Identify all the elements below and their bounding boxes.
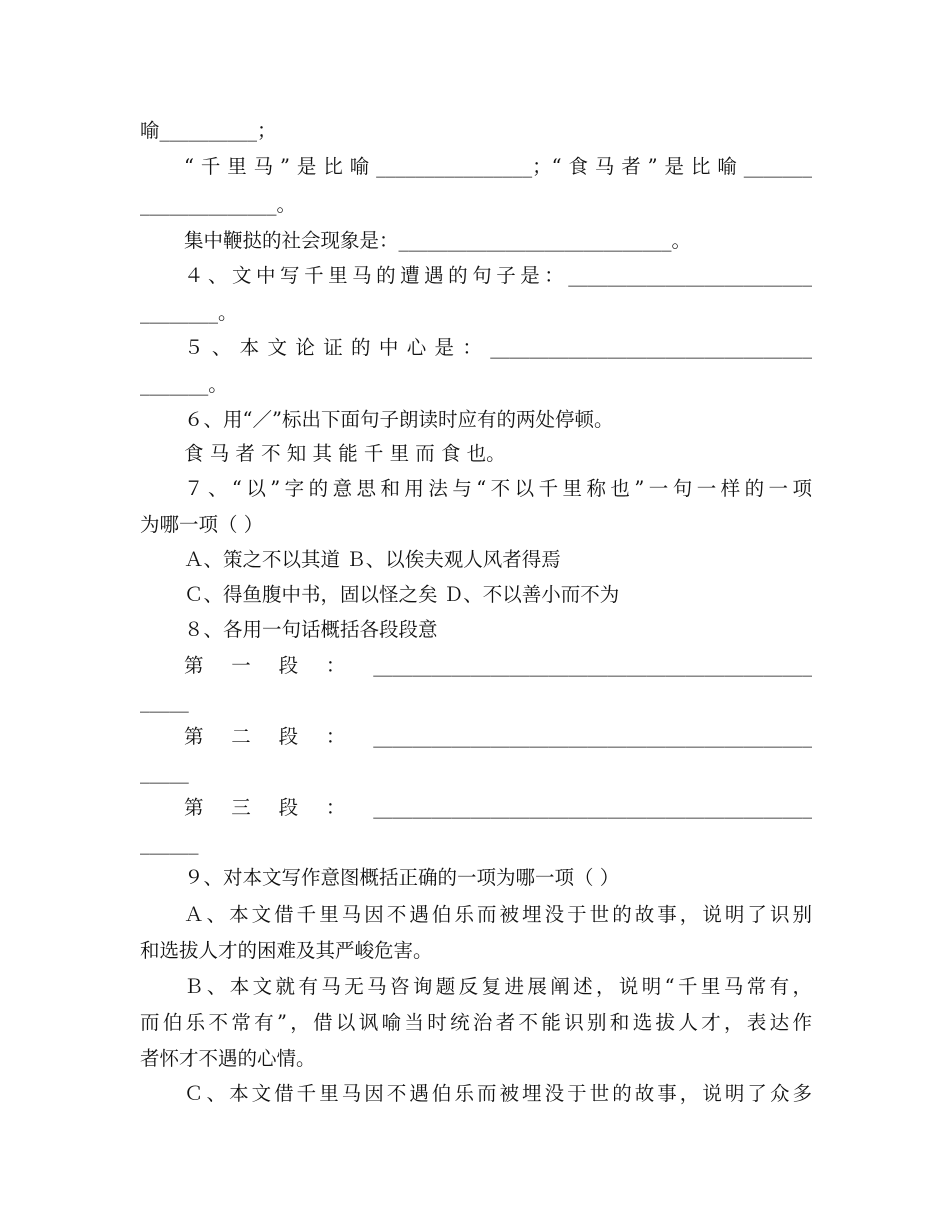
question-6: ６、用“／”标出下面句子朗读时应有的两处停顿。 xyxy=(184,408,614,431)
option-c: Ｃ、本文借千里马因不遇伯乐而被埋没于世的故事，说明了众多 xyxy=(184,1082,812,1105)
text-line: 为哪一项（ ） xyxy=(140,513,264,536)
option-line: Ｃ、得鱼腹中书，固以怪之矣 Ｄ、不以善小而不为 xyxy=(184,583,620,606)
text-line: 和选拔人才的困难及其严峻危害。 xyxy=(140,939,433,962)
text-line: ______________。 xyxy=(140,193,297,216)
text-line: _______。 xyxy=(140,373,228,396)
paragraph-2-answer: 第二段：_____________________________________________ xyxy=(184,725,812,748)
question-9: ９、对本文写作意图概括正确的一项为哪一项（ ） xyxy=(184,866,620,889)
text-line: “千里马”是比喻________________；“食马者”是比喻_______ xyxy=(184,155,812,178)
option-line: Ａ、策之不以其道 Ｂ、以俟夫观人风者得焉 xyxy=(184,548,561,571)
paragraph-1-answer: 第一段：_____________________________________________ xyxy=(184,654,812,677)
option-b: Ｂ、本文就有马无马咨询题反复进展阐述，说明“千里马常有， xyxy=(184,975,812,998)
question-4: ４、文中写千里马的遭遇的句子是：_________________________ xyxy=(184,264,812,287)
text-line: ________。 xyxy=(140,301,238,324)
paragraph-3-answer: 第三段：_____________________________________________ xyxy=(184,796,812,819)
text-line: _____ xyxy=(140,690,189,713)
question-8: ８、各用一句话概括各段段意 xyxy=(184,618,438,641)
text-line: 集中鞭挞的社会现象是：____________________________。 xyxy=(184,229,692,252)
text-line: 食 马 者 不 知 其 能 千 里 而 食 也。 xyxy=(184,442,506,465)
question-5: ５、本文论证的中心是：_________________________________ xyxy=(184,336,812,359)
option-a: Ａ、本文借千里马因不遇伯乐而被埋没于世的故事，说明了识别 xyxy=(184,903,812,926)
text-line: 而伯乐不常有”，借以讽喻当时统治者不能识别和选拔人才，表达作 xyxy=(140,1011,812,1034)
text-line: ______ xyxy=(140,832,199,855)
question-7: ７、“以”字的意思和用法与“不以千里称也”一句一样的一项 xyxy=(184,477,812,500)
text-line: _____ xyxy=(140,761,189,784)
text-line: 者怀才不遇的心情。 xyxy=(140,1047,316,1070)
text-line: 喻__________； xyxy=(140,119,277,142)
